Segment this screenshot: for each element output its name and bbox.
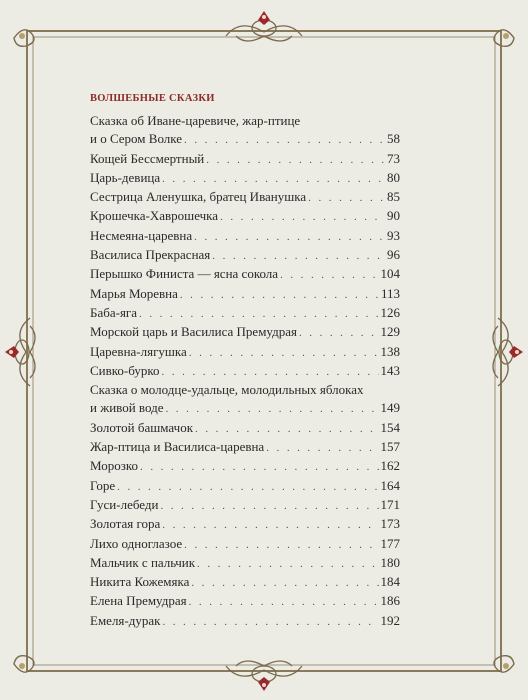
- toc-entry-title: Василиса Прекрасная: [90, 247, 211, 263]
- dot-leader: [197, 555, 378, 573]
- toc-entry-row: [90, 150, 400, 169]
- toc-entry-page: 93: [387, 227, 400, 243]
- toc-entries: [90, 112, 400, 631]
- toc-entry: [90, 457, 400, 476]
- toc-entry-title-line1: Сказка о молодце-удальце, молодильных яблоках: [90, 382, 364, 398]
- toc-entry-page: 73: [387, 150, 400, 166]
- toc-entry-row: [90, 207, 400, 226]
- toc-entry: [90, 285, 400, 304]
- toc-entry: [90, 612, 400, 631]
- toc-entry-row: [90, 246, 400, 265]
- toc-entry-title: Царевна-лягушка: [90, 343, 187, 359]
- dot-leader: [206, 151, 385, 169]
- dot-leader: [308, 189, 385, 207]
- dot-leader: [117, 478, 378, 496]
- dot-leader: [162, 170, 385, 188]
- toc-entry: [90, 381, 400, 419]
- toc-entry: [90, 169, 400, 188]
- toc-entry: [90, 362, 400, 381]
- toc-entry-row: [90, 496, 400, 515]
- toc-entry-page: 80: [387, 169, 400, 185]
- toc-entry-page: 58: [387, 131, 400, 147]
- toc-entry-title: Перышко Финиста — ясна сокола: [90, 266, 279, 282]
- toc-entry-page: 173: [380, 516, 400, 532]
- dot-leader: [212, 247, 385, 265]
- toc-entry-page: 164: [380, 477, 400, 493]
- toc-entry-title: Крошечка-Хаврошечка: [90, 208, 219, 224]
- toc-entry-page: 90: [387, 208, 400, 224]
- toc-entry: [90, 304, 400, 323]
- dot-leader: [162, 363, 379, 381]
- dot-leader: [139, 305, 378, 323]
- toc-entry-title: и живой воде: [90, 400, 164, 416]
- toc-entry: [90, 496, 400, 515]
- toc-entry-page: 171: [380, 496, 400, 512]
- dot-leader: [189, 593, 379, 611]
- toc-entry-row: [90, 227, 400, 246]
- toc-entry: [90, 207, 400, 226]
- toc-entry-title: и о Сером Волке: [90, 131, 183, 147]
- dot-leader: [184, 131, 385, 149]
- toc-entry-page: 113: [380, 285, 400, 301]
- dot-leader: [180, 286, 379, 304]
- toc-entry: [90, 535, 400, 554]
- toc-entry-title: Морозко: [90, 458, 139, 474]
- toc-entry-title: Гуси-лебеди: [90, 496, 159, 512]
- toc-entry: [90, 112, 400, 150]
- toc-entry-row: [90, 265, 400, 284]
- toc-entry: [90, 246, 400, 265]
- toc-entry-title: Никита Кожемяка: [90, 574, 190, 590]
- dot-leader: [140, 458, 378, 476]
- toc-entry: [90, 554, 400, 573]
- dot-leader: [266, 439, 378, 457]
- toc-entry: [90, 438, 400, 457]
- toc-entry-title: Марья Моревна: [90, 285, 178, 301]
- toc-entry-title: Жар-птица и Василиса-царевна: [90, 439, 265, 455]
- toc-entry-row: [90, 399, 400, 418]
- toc-entry: [90, 592, 400, 611]
- section-title: ВОЛШЕБНЫЕ СКАЗКИ: [90, 93, 215, 104]
- toc-entry: [90, 515, 400, 534]
- toc-entry: [90, 188, 400, 207]
- toc-entry-title: Елена Премудрая: [90, 593, 187, 609]
- toc-entry-row: [90, 554, 400, 573]
- table-of-contents: [90, 92, 400, 631]
- dot-leader: [162, 613, 378, 631]
- toc-entry: [90, 150, 400, 169]
- toc-entry-page: 162: [380, 458, 400, 474]
- toc-entry-row: [90, 343, 400, 362]
- toc-entry-page: 192: [380, 612, 400, 628]
- toc-entry-title: Несмеяна-царевна: [90, 227, 193, 243]
- dot-leader: [165, 400, 378, 418]
- toc-entry-row: [90, 592, 400, 611]
- toc-entry-page: 143: [380, 362, 400, 378]
- toc-entry-page: 85: [387, 189, 400, 205]
- dot-leader: [299, 324, 379, 342]
- toc-entry-title: Кощей Бессмертный: [90, 150, 205, 166]
- toc-entry-row: [90, 438, 400, 457]
- toc-entry-page: 96: [387, 247, 400, 263]
- toc-entry-row: [90, 188, 400, 207]
- toc-entry-title: Морской царь и Василиса Премудрая: [90, 324, 297, 340]
- toc-entry-page: 184: [380, 574, 400, 590]
- toc-entry-row: [90, 362, 400, 381]
- dot-leader: [220, 208, 385, 226]
- toc-entry-page: 154: [380, 419, 400, 435]
- toc-entry-title: Сивко-бурко: [90, 362, 160, 378]
- toc-entry-page: 149: [380, 400, 400, 416]
- toc-entry-page: 129: [380, 324, 400, 340]
- dot-leader: [191, 574, 378, 592]
- toc-entry-title: Емеля-дурак: [90, 612, 161, 628]
- dot-leader: [184, 536, 378, 554]
- toc-entry-row: [90, 304, 400, 323]
- toc-entry: [90, 265, 400, 284]
- toc-entry-page: 177: [380, 535, 400, 551]
- toc-entry-title: Сестрица Аленушка, братец Иванушка: [90, 189, 307, 205]
- toc-entry-title: Царь-девица: [90, 169, 161, 185]
- toc-entry-row: [90, 477, 400, 496]
- dot-leader: [194, 228, 385, 246]
- toc-entry: [90, 323, 400, 342]
- dot-leader: [162, 516, 378, 534]
- toc-entry-row: [90, 535, 400, 554]
- toc-entry-row: [90, 323, 400, 342]
- toc-entry-title: Баба-яга: [90, 304, 138, 320]
- toc-entry-row: [90, 573, 400, 592]
- toc-entry-page: 157: [380, 439, 400, 455]
- toc-entry: [90, 419, 400, 438]
- toc-entry: [90, 227, 400, 246]
- toc-entry-title: Горе: [90, 477, 116, 493]
- toc-entry: [90, 343, 400, 362]
- toc-entry-page: 126: [380, 304, 400, 320]
- toc-entry-row: [90, 285, 400, 304]
- toc-entry: [90, 573, 400, 592]
- toc-entry-title: Лихо одноглазое: [90, 535, 183, 551]
- dot-leader: [280, 266, 378, 284]
- toc-entry-page: 186: [380, 593, 400, 609]
- toc-entry-page: 138: [380, 343, 400, 359]
- dot-leader: [160, 497, 378, 515]
- dot-leader: [189, 344, 379, 362]
- toc-entry-title: Мальчик с пальчик: [90, 554, 196, 570]
- toc-entry-row: [90, 515, 400, 534]
- toc-entry-page: 104: [380, 266, 400, 282]
- toc-entry-row: [90, 169, 400, 188]
- toc-entry-title: Золотая гора: [90, 516, 161, 532]
- toc-entry-row: [90, 457, 400, 476]
- toc-entry-title-line1: Сказка об Иване-царевиче, жар-птице: [90, 113, 301, 128]
- toc-entry-row: [90, 419, 400, 438]
- toc-entry-row: [90, 612, 400, 631]
- toc-entry: [90, 477, 400, 496]
- dot-leader: [195, 420, 378, 438]
- toc-entry-row: [90, 130, 400, 149]
- toc-entry-title: Золотой башмачок: [90, 419, 194, 435]
- toc-entry-page: 180: [380, 554, 400, 570]
